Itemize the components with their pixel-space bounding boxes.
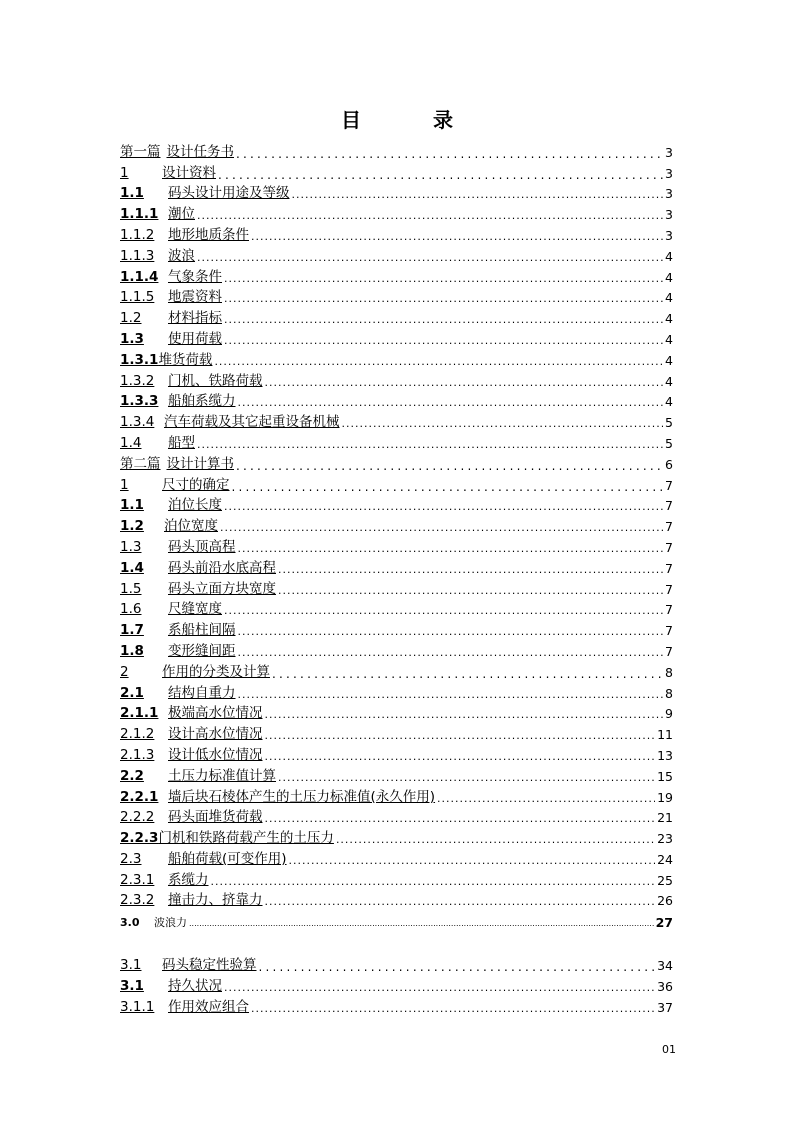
toc-leader-dots [211, 875, 656, 889]
toc-entry[interactable] [120, 618, 673, 639]
toc-entry-page: 13 [657, 747, 673, 763]
toc-leader-dots [224, 313, 663, 327]
toc-entry-number: 1.6 [120, 601, 142, 618]
toc-leader-dots [224, 272, 663, 286]
toc-entry-page: 34 [657, 958, 673, 974]
toc-entry-number: 第一篇 [120, 143, 161, 160]
toc-entry-page: 4 [665, 311, 673, 327]
toc-entry-page: 11 [657, 727, 673, 743]
toc-entry-title: 墙后块石棱体产生的土压力标准值(永久作用) [168, 788, 436, 805]
toc-entry-title: 系船柱间隔 [168, 622, 236, 639]
toc-entry-number: 1.1.2 [120, 226, 155, 243]
toc-entry-number: 2.2.1 [120, 788, 159, 805]
toc-entry[interactable] [120, 909, 673, 931]
toc-entry[interactable] [120, 202, 673, 223]
toc-entry[interactable] [120, 286, 673, 307]
toc-leader-dots [259, 960, 656, 974]
toc-leader-dots [278, 584, 663, 598]
toc-entry-page: 7 [665, 602, 673, 618]
page-number: 01 [662, 1043, 676, 1056]
toc-leader-dots [265, 708, 664, 722]
toc-entry-page: 24 [657, 851, 673, 867]
toc-entry-page: 5 [665, 435, 673, 451]
toc-entry-number: 2.1 [120, 684, 144, 701]
toc-entry-title: 潮位 [168, 206, 195, 223]
toc-entry-title: 汽车荷载及其它起重设备机械 [164, 414, 340, 431]
toc-entry-page: 3 [665, 165, 673, 181]
toc-entry-number: 1 [120, 164, 129, 181]
toc-entry[interactable] [120, 348, 673, 369]
toc-entry[interactable] [120, 223, 673, 244]
toc-entry-page: 7 [665, 539, 673, 555]
toc-leader-dots [278, 771, 655, 785]
toc-leader-dots [292, 188, 664, 202]
toc-entry-title: 设计计算书 [166, 455, 234, 472]
toc-entry[interactable] [120, 577, 673, 598]
toc-entry[interactable] [120, 806, 673, 827]
toc-entry-title: 地形地质条件 [168, 226, 249, 243]
toc-entry-page: 7 [665, 498, 673, 514]
toc-entry-page: 4 [665, 269, 673, 285]
toc-leader-dots [238, 396, 664, 410]
toc-entry-title: 船型 [168, 434, 195, 451]
toc-leader-dots [265, 895, 656, 909]
toc-leader-dots [342, 417, 664, 431]
toc-entry-number: 2.2.3 [120, 830, 159, 847]
toc-entry-title: 设计低水位情况 [168, 746, 263, 763]
toc-entry-page: 15 [657, 768, 673, 784]
toc-entry[interactable] [120, 598, 673, 619]
toc-entry-title: 泊位宽度 [164, 518, 218, 535]
toc-entry[interactable] [120, 306, 673, 327]
toc-entry[interactable] [120, 244, 673, 265]
toc-entry-number: 1.1.1 [120, 206, 159, 223]
toc-entry[interactable] [120, 473, 673, 494]
toc-entry-title: 变形缝间距 [168, 642, 236, 659]
toc-entry[interactable] [120, 847, 673, 868]
toc-entry[interactable] [120, 390, 673, 411]
toc-entry-number: 1.2 [120, 518, 144, 535]
toc-leader-dots [238, 646, 664, 660]
toc-entry-number: 2.2.2 [120, 809, 155, 826]
toc-entry-page: 6 [665, 456, 673, 472]
toc-entry-page: 4 [665, 290, 673, 306]
toc-entry-page: 7 [665, 477, 673, 493]
toc-entry-number: 2 [120, 663, 129, 680]
toc-entry-number: 1 [120, 476, 129, 493]
toc-entry[interactable] [120, 639, 673, 660]
toc-entry-number: 1.3.3 [120, 393, 159, 410]
toc-entry-number: 2.3.1 [120, 871, 155, 888]
toc-entry-page: 3 [665, 227, 673, 243]
toc-entry-title: 尺寸的确定 [162, 476, 230, 493]
toc-entry[interactable] [120, 995, 673, 1016]
toc-entry-title: 码头前沿水底高程 [168, 559, 276, 576]
toc-entry[interactable] [120, 431, 673, 452]
toc-entry[interactable] [120, 764, 673, 785]
toc-entry[interactable] [120, 722, 673, 743]
toc-entry-number: 2.3 [120, 850, 142, 867]
toc-entry[interactable] [120, 681, 673, 702]
toc-entry-title: 码头稳定性验算 [162, 957, 257, 974]
toc-entry-page: 36 [657, 979, 673, 995]
toc-entry-title: 材料指标 [168, 310, 222, 327]
toc-entry[interactable] [120, 410, 673, 431]
toc-entry[interactable] [120, 953, 673, 974]
toc-leader-dots [265, 750, 656, 764]
toc-entry-number: 2.1.1 [120, 705, 159, 722]
toc-entry-title: 气象条件 [168, 268, 222, 285]
toc-leader-dots [289, 854, 656, 868]
toc-entry-page: 4 [665, 331, 673, 347]
toc-entry-page: 7 [665, 623, 673, 639]
toc-entry-number: 2.1.2 [120, 726, 155, 743]
toc-entry[interactable] [120, 182, 673, 203]
toc-entry-number: 1.8 [120, 642, 144, 659]
toc-entry[interactable] [120, 452, 673, 473]
toc-leader-dots [251, 230, 663, 244]
toc-entry-number: 1.3.4 [120, 414, 155, 431]
toc-leader-dots [220, 521, 663, 535]
toc-entry-title: 船舶系缆力 [168, 393, 236, 410]
toc-entry-title: 设计资料 [162, 164, 216, 181]
toc-leader-dots [236, 459, 663, 473]
toc-entry-page: 3 [665, 207, 673, 223]
toc-leader-dots [265, 376, 664, 390]
toc-spacer [120, 931, 673, 953]
toc-entry-title: 作用的分类及计算 [162, 663, 270, 680]
toc-leader-dots [232, 480, 664, 494]
toc-entry-number: 2.3.2 [120, 892, 155, 909]
toc-entry-title: 码头顶高程 [168, 538, 236, 555]
toc-leader-dots [265, 812, 656, 826]
toc-leader-dots [224, 604, 663, 618]
toc-leader-dots [336, 833, 655, 847]
toc-entry-number: 1.4 [120, 434, 142, 451]
toc-entry-page: 25 [657, 872, 673, 888]
toc-entry-title: 系缆力 [168, 871, 209, 888]
toc-entry-page: 26 [657, 893, 673, 909]
toc-leader-dots [236, 147, 663, 161]
toc-entry-number: 1.1 [120, 497, 144, 514]
toc-leader-dots [189, 917, 654, 931]
toc-entry-title: 结构自重力 [168, 684, 236, 701]
toc-entry-title: 门机和铁路荷载产生的土压力 [158, 830, 334, 847]
toc-entry-number: 2.2 [120, 767, 144, 784]
toc-leader-dots [197, 251, 663, 265]
toc-entry-number: 1.3.1 [120, 351, 159, 368]
toc-leader-dots [278, 563, 663, 577]
toc-entry[interactable] [120, 702, 673, 723]
toc-entry-title: 泊位长度 [168, 497, 222, 514]
toc-entry-number: 1.1.3 [120, 247, 155, 264]
toc-leader-dots [224, 292, 663, 306]
toc-entry-page: 4 [665, 248, 673, 264]
toc-leader-dots [265, 729, 656, 743]
toc-entry-number: 1.3 [120, 330, 144, 347]
toc-entry-number: 1.7 [120, 622, 144, 639]
toc-entry-title: 码头设计用途及等级 [168, 185, 290, 202]
toc-entry[interactable] [120, 889, 673, 910]
toc-entry-number: 1.1 [120, 185, 144, 202]
toc-entry[interactable] [120, 161, 673, 182]
toc-entry-page: 8 [665, 685, 673, 701]
toc-entry-number: 3.0 [120, 916, 140, 930]
toc-entry-page: 7 [665, 519, 673, 535]
toc-leader-dots [272, 667, 663, 681]
toc-entry-number: 1.3 [120, 538, 142, 555]
toc-entry-title: 使用荷载 [168, 330, 222, 347]
toc-entry[interactable] [120, 369, 673, 390]
toc-entry-title: 堆货荷载 [158, 351, 213, 368]
toc-leader-dots [197, 209, 663, 223]
toc-entry-title: 波浪 [168, 247, 195, 264]
toc-entry[interactable] [120, 494, 673, 515]
toc-entry-title: 尺缝宽度 [168, 601, 222, 618]
toc-entry-title: 地震资料 [168, 289, 222, 306]
toc-entry-number: 3.1 [120, 978, 144, 995]
toc-entry[interactable] [120, 514, 673, 535]
toc-entry[interactable] [120, 974, 673, 995]
toc-entry-page: 23 [657, 831, 673, 847]
toc-entry-title: 码头立面方块宽度 [168, 580, 276, 597]
toc-entry-number: 1.4 [120, 559, 144, 576]
toc-entry[interactable] [120, 868, 673, 889]
toc-entry-title: 持久状况 [168, 978, 222, 995]
toc-entry-page: 4 [665, 373, 673, 389]
toc-entry-number: 第二篇 [120, 455, 161, 472]
toc-leader-dots [251, 1002, 655, 1016]
toc-entry-number: 1.5 [120, 580, 142, 597]
toc-entry-title: 极端高水位情况 [168, 705, 263, 722]
toc-entry[interactable] [120, 660, 673, 681]
toc-entry[interactable] [120, 743, 673, 764]
toc-entry-page: 27 [655, 915, 673, 931]
toc-entry[interactable] [120, 826, 673, 847]
toc-entry-page: 7 [665, 560, 673, 576]
toc-entry-page: 37 [657, 999, 673, 1015]
toc-entry[interactable] [120, 785, 673, 806]
toc-entry[interactable] [120, 265, 673, 286]
toc-entry-title: 土压力标准值计算 [168, 767, 276, 784]
toc-entry-page: 19 [657, 789, 673, 805]
toc-entry-title: 设计高水位情况 [168, 726, 263, 743]
toc-leader-dots [437, 792, 655, 806]
toc-entry-page: 3 [665, 144, 673, 160]
toc-leader-dots [224, 334, 663, 348]
toc-entry-page: 3 [665, 186, 673, 202]
toc-entry[interactable] [120, 535, 673, 556]
toc-entry-title: 船舶荷载(可变作用) [168, 850, 287, 867]
toc-leader-dots [238, 688, 664, 702]
toc-leader-dots [238, 625, 664, 639]
toc-leader-dots [224, 500, 663, 514]
toc-entry-number: 2.1.3 [120, 746, 155, 763]
toc-entry-number: 1.1.5 [120, 289, 155, 306]
toc-entry-number: 3.1 [120, 957, 142, 974]
toc-entry-title: 撞击力、挤靠力 [168, 892, 263, 909]
toc-entry-page: 21 [657, 810, 673, 826]
toc-entry-page: 4 [665, 352, 673, 368]
toc-entry-number: 1.2 [120, 310, 142, 327]
toc-entry[interactable] [120, 327, 673, 348]
toc-entry-number: 1.3.2 [120, 372, 155, 389]
toc-leader-dots [214, 355, 663, 369]
page-title: 目 录 [341, 108, 479, 132]
toc-entry-title: 门机、铁路荷载 [168, 372, 263, 389]
toc-leader-dots [224, 981, 655, 995]
table-of-contents [120, 140, 673, 1016]
toc-leader-dots [197, 438, 663, 452]
toc-entry-title: 作用效应组合 [168, 998, 249, 1015]
toc-entry-number: 1.1.4 [120, 268, 159, 285]
toc-entry-title: 波浪力 [154, 916, 187, 930]
toc-leader-dots [238, 542, 664, 556]
toc-entry-title: 码头面堆货荷载 [168, 809, 263, 826]
toc-entry-number: 3.1.1 [120, 998, 155, 1015]
toc-entry[interactable] [120, 140, 673, 161]
toc-entry-page: 5 [665, 415, 673, 431]
toc-entry-page: 8 [665, 664, 673, 680]
toc-entry-page: 7 [665, 643, 673, 659]
toc-entry[interactable] [120, 556, 673, 577]
toc-entry-title: 设计任务书 [166, 143, 234, 160]
toc-entry-page: 7 [665, 581, 673, 597]
toc-entry-page: 4 [665, 394, 673, 410]
toc-leader-dots [218, 168, 663, 182]
toc-entry-page: 9 [665, 706, 673, 722]
